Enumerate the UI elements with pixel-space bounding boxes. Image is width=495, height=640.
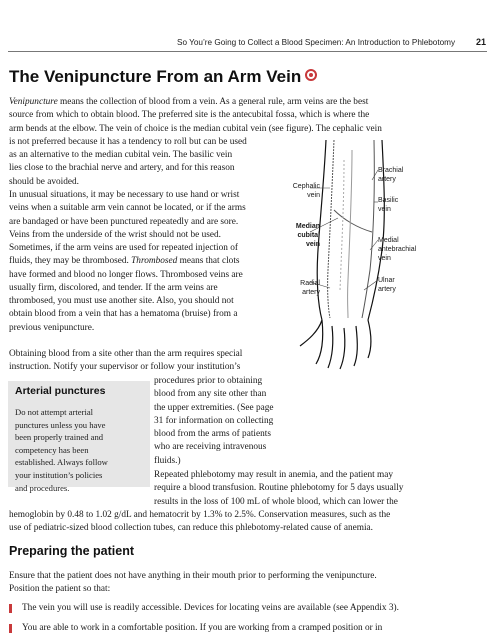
intro-line: lies close to the brachial nerve and artery, and for this reason: [9, 163, 235, 174]
sidebar-title: Arterial punctures: [15, 385, 106, 397]
label-line: vein: [307, 192, 320, 199]
label-line: antebrachial: [378, 246, 417, 253]
intro-line: should be avoided.: [9, 176, 79, 187]
bullet-marker: [9, 624, 12, 633]
label-line: artery: [378, 176, 396, 183]
gear-icon: [305, 69, 317, 81]
section-title: The Venipuncture From an Arm Vein: [9, 67, 317, 87]
label-line: vein: [378, 206, 391, 213]
label-line: Basilic: [378, 197, 399, 204]
thrombosed-line: Sometimes, if the arm veins are used for repeated injection of: [9, 243, 238, 253]
unusual-line: Veins from the underside of the wrist should not be used.: [9, 229, 221, 240]
sidebar-line: Do not attempt arterial: [15, 407, 94, 417]
subsection-title: Preparing the patient: [9, 544, 135, 558]
repeated-line: results in the loss of 100 mL of whole blood, which can lower the: [154, 496, 398, 507]
running-header: So You’re Going to Collect a Blood Specimen: An Introduction to Phlebotomy: [177, 38, 456, 47]
sidebar-line: been properly trained and: [15, 432, 104, 443]
label-median-cubital-vein: [290, 222, 320, 249]
label-line: Ulnar: [378, 277, 395, 284]
other-site-line: instruction. Notify your supervisor or follow your institution’s: [9, 362, 241, 373]
term-thrombosed: Thrombosed: [131, 256, 178, 267]
other-site-line: 31 for information on collecting: [154, 415, 274, 426]
other-site-line: Obtaining blood from a site other than the arm requires special: [9, 349, 243, 359]
sidebar-line: established. Always follow: [15, 457, 108, 468]
sidebar-body: [15, 406, 150, 494]
label-cephalic-vein: [290, 182, 320, 200]
label-line: Radial: [300, 280, 320, 287]
label-line: Cephalic: [292, 183, 320, 190]
other-site-continued: [154, 375, 274, 468]
thrombosed-line: thrombosed, you must use another site. Also, you should not: [9, 296, 234, 307]
bullet-item: [22, 622, 382, 635]
header-rule: [8, 51, 487, 52]
label-line: artery: [378, 286, 396, 293]
sidebar-line: and procedures.: [15, 482, 70, 493]
unusual-paragraph: [9, 189, 246, 242]
other-site-line: procedures prior to obtaining: [154, 376, 263, 386]
bullet-marker: [9, 604, 12, 613]
thrombosed-line: have formed and blood no longer flows. Thrombosed veins are: [9, 269, 243, 280]
repeated-line: hemoglobin by 0.48 to 1.02 g/dL and hematocrit by 1.3% to 2.5%. Conservation measures, such as the: [9, 510, 391, 520]
sidebar-line: competency has been: [15, 444, 89, 455]
label-line: vein: [305, 241, 320, 248]
label-radial-artery: [290, 279, 320, 297]
sidebar-line: punctures unless you have: [15, 419, 106, 430]
repeated-paragraph: [154, 469, 403, 509]
thrombosed-line: obtain blood from a vein that has a hematoma (bruise) from a: [9, 309, 238, 320]
bullet-item: [22, 602, 399, 615]
other-site-paragraph: [9, 348, 242, 375]
unusual-line: In unusual situations, it may be necessary to use hand or wrist: [9, 190, 240, 200]
repeated-line: use of pediatric-sized blood collection tubes, can reduce this phlebotomy-related cause of anemia.: [9, 523, 373, 534]
repeated-line: Repeated phlebotomy may result in anemia, and the patient may: [154, 470, 394, 480]
label-line: artery: [302, 289, 320, 296]
intro-line: as an alternative to the median cubital vein. The basilic vein: [9, 150, 233, 161]
label-line: vein: [378, 255, 391, 262]
repeated-line: require a blood transfusion. Routine phlebotomy for 5 days usually: [154, 483, 404, 494]
other-site-line: fluids.): [154, 455, 181, 466]
other-site-line: the upper extremities. (See page: [154, 402, 274, 413]
label-medial-antebrachial-vein: [378, 236, 416, 263]
sidebar-line: your institution’s policies: [15, 469, 103, 480]
other-site-line: blood from any site other than: [154, 389, 267, 400]
page-number: 21: [476, 37, 487, 47]
other-site-line: blood from the arms of patients: [154, 429, 271, 440]
bullet-line: You are able to work in a comfortable position. If you are working from a cramped position or in: [22, 623, 383, 633]
subsection-line: Ensure that the patient does not have anything in their mouth prior to performing the venipuncture.: [9, 571, 377, 581]
unusual-line: veins when a suitable arm vein cannot be located, or if the arms: [9, 203, 246, 214]
intro-line: arm bends at the elbow. The vein of choice is the median cubital vein (see figure). The cephalic vein: [9, 123, 382, 134]
label-line: Brachial: [378, 167, 404, 174]
subsection-intro: [9, 570, 377, 597]
thrombosed-line: previous venipuncture.: [9, 322, 95, 333]
label-brachial-artery: [378, 166, 403, 184]
label-line: Medial: [378, 237, 399, 244]
label-line: cubital: [297, 232, 320, 239]
label-line: Median: [295, 223, 320, 230]
arterial-punctures-sidebar: [8, 381, 150, 493]
intro-line: is not preferred because it has a tendency to roll but can be used: [9, 136, 247, 147]
other-site-line: who are receiving intravenous: [154, 442, 267, 453]
unusual-line: are bandaged or have been punctured repeatedly and are sore.: [9, 216, 239, 227]
subsection-line: Position the patient so that:: [9, 584, 111, 595]
thrombosed-paragraph: [9, 242, 243, 335]
thrombosed-line: fluids, they may be thrombosed. Thrombosed means that clots: [9, 256, 240, 267]
bullet-line: The vein you will use is readily accessible. Devices for locating veins are available (see Appendix 3).: [22, 603, 399, 613]
intro-line: source from which to obtain blood. The preferred site is the antecubital fossa, which is where the: [9, 110, 370, 121]
repeated-paragraph-cont: [9, 509, 390, 536]
label-basilic-vein: [378, 196, 398, 214]
label-ulnar-artery: [378, 276, 396, 294]
thrombosed-line: usually firm, discolored, and tender. If the arm veins are: [9, 282, 218, 293]
vein-lines: [328, 140, 375, 318]
intro-line: Venipuncture means the collection of blood from a vein. As a general rule, arm veins are the best: [9, 97, 369, 107]
